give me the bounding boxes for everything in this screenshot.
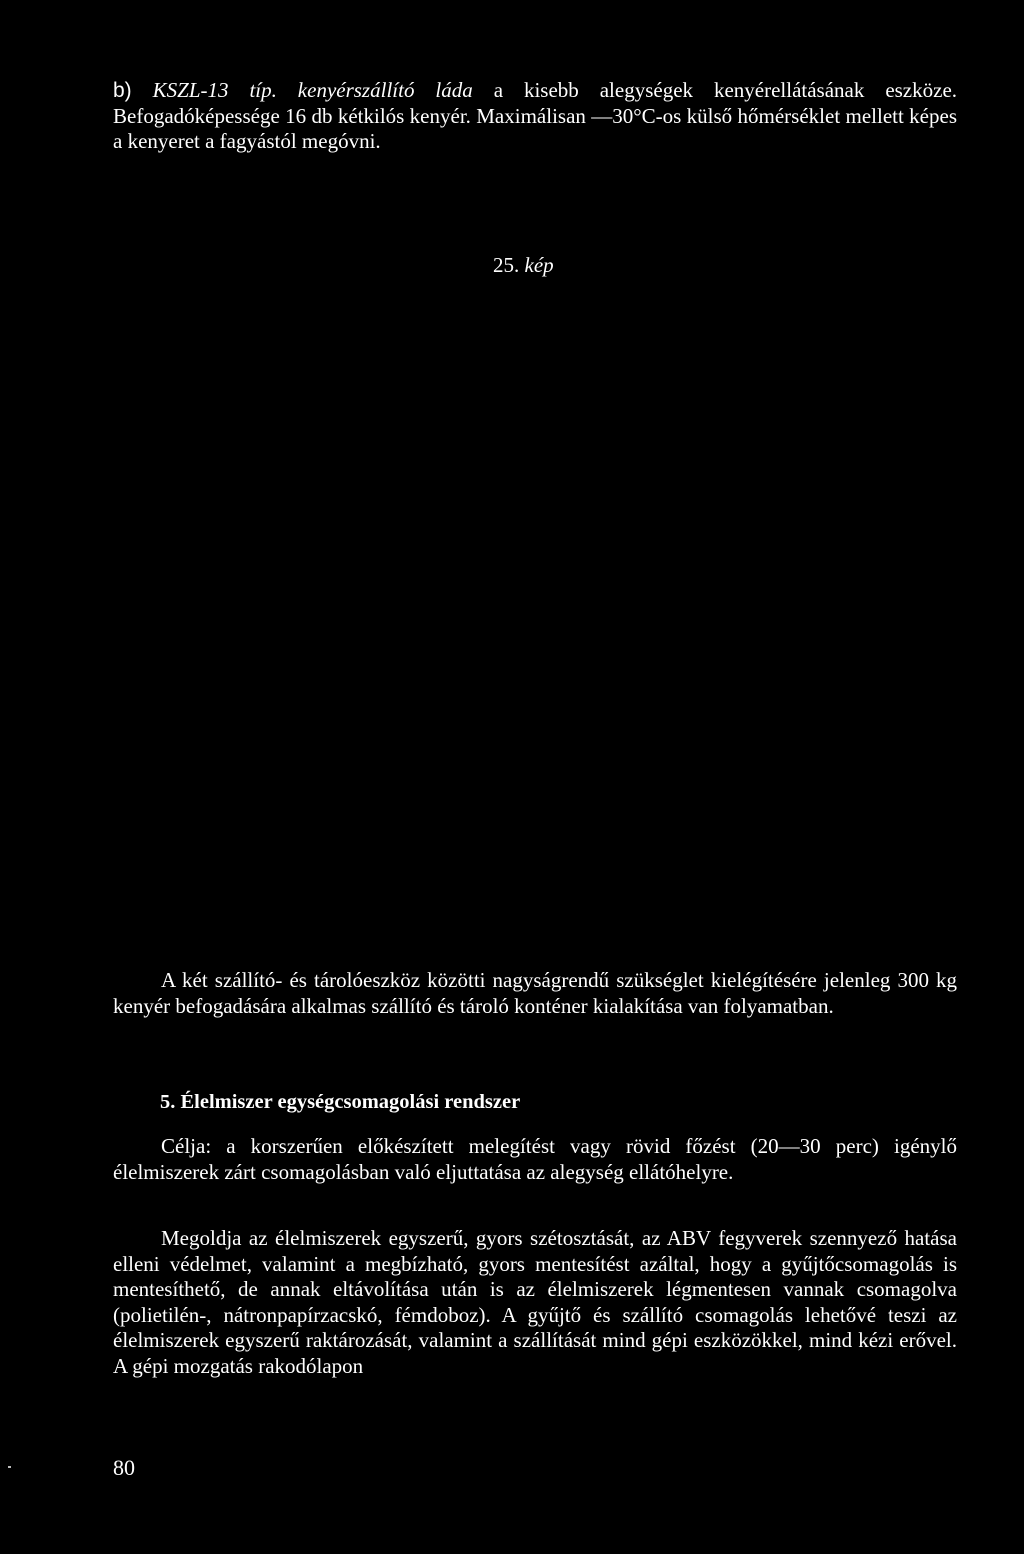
margin-mark — [8, 1466, 11, 1468]
figure-photo — [0, 290, 1024, 955]
paragraph-2: Célja: a korszerűen előkészített melegítést vagy rövid főzést (20—30 perc) igénylő élelmiszerek zárt csomagolásban való eljuttatása az alegység ellátóhelyre. — [113, 1134, 957, 1184]
intro-text: a kisebb alegységek kenyérellátásának eszköze. Befogadóképessége 16 db kétkilós kenyér. Maximálisan —30°C-os külső hőmérséklet mellett képes a kenyeret a fagyástól megóvni. — [113, 78, 958, 153]
section-heading: 5. Élelmiszer egységcsomagolási rendszer — [160, 1091, 521, 1113]
intro-paragraph — [113, 78, 957, 155]
page-number: 80 — [113, 1455, 135, 1480]
figure-label: kép — [524, 253, 554, 277]
paragraph-1: A két szállító- és tárolóeszköz közötti nagyságrendű szükséglet kielégítésére jelenleg 300 kg kenyér befogadására alkalmas szállító és tároló konténer kialakítása van folyamatban. — [113, 968, 957, 1018]
figure-number: 25. — [493, 253, 520, 277]
paragraph-3: Megoldja az élelmiszerek egyszerű, gyors szétosztását, az ABV fegyverek szennyező hatása elleni védelmet, valamint a megbízható, gyors mentesítést azáltal, hogy a gyűjtőcsomagolás is mentesíthető, de annak eltávolítása után is az élelmiszerek légmentesen vannak csomagolva (polietilén-, nátronpapírzacskó, fémdoboz). A gyűjtő és szállító csomagolás lehetővé teszi az élelmiszerek egyszerű raktározását, valamint a szállítását mind gépi eszközökkel, mind kézi erővel. A gépi mozgatás rakodólapon — [113, 1226, 957, 1378]
figure-caption — [493, 253, 554, 279]
intro-italic-title: KSZL-13 típ. kenyérszállító láda — [152, 78, 473, 102]
intro-label: b) — [113, 79, 132, 102]
